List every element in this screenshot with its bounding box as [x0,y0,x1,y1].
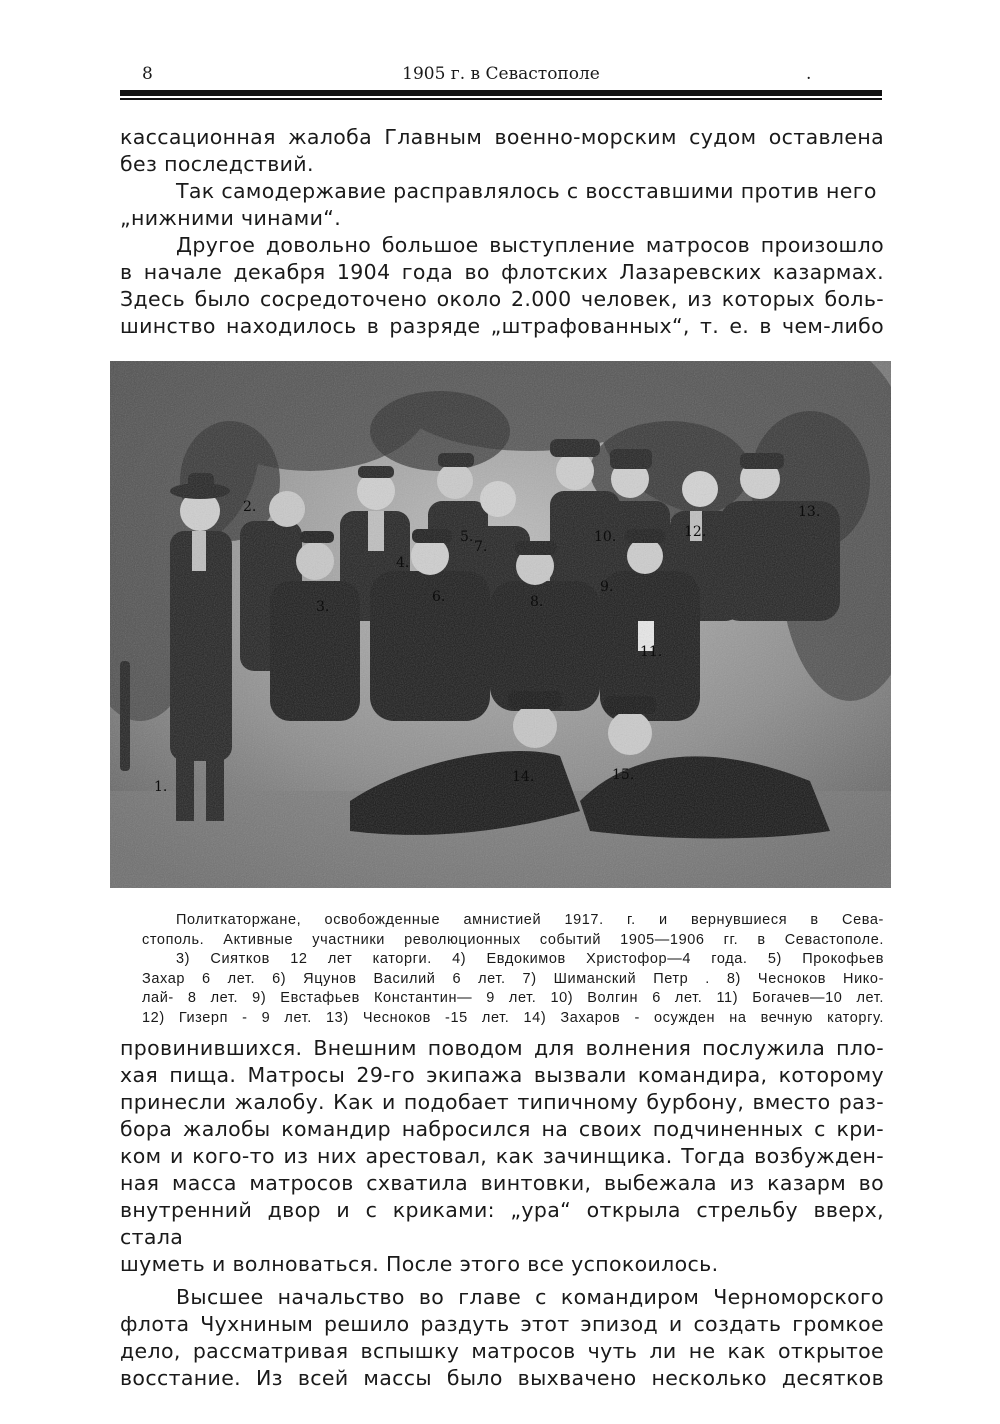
page-number: 8 [142,64,153,84]
photo-number: 13. [798,504,821,520]
photo-number: 5. [460,529,474,545]
text-line: шинство находилось в разряде „штрафованных“, т. е. в чем-либо [120,314,884,338]
text-line: кассационная жалоба Главным военно-морским судом оставлена [120,125,884,149]
photo-number: 15. [612,767,635,783]
text-line: бора жалобы командир набросился на своих подчиненных с кри- [120,1117,884,1141]
photo-number: 4. [396,555,410,571]
caption-line: стополь. Активные участники революционных событий 1905—1906 гг. в Севастополе. [142,931,884,948]
running-header [120,60,882,88]
text-line: Здесь было сосредоточено около 2.000 человек, из которых боль- [120,287,884,311]
caption-line: Политкаторжане, освобожденные амнистией 1917. г. и вернувшиеся в Сева- [176,912,884,928]
photo-number: 12. [684,524,707,540]
photo-number: 9. [600,579,614,595]
text-line: Высшее начальство во главе с командиром Черноморского [176,1285,884,1309]
photo-number: 11. [640,644,663,660]
photo-number: 2. [243,499,257,515]
caption-line: 3) Сиятков 12 лет каторги. 4) Евдокимов Христофор—4 года. 5) Прокофьев [176,951,884,967]
header-mark: . [806,64,812,84]
header-rule [120,90,882,96]
photo-image [110,361,891,888]
text-line: Другое довольно большое выступление матросов произошло [176,233,884,257]
running-title: 1905 г. в Севастополе [402,64,600,84]
photo-caption [142,911,884,1028]
text-line: „нижними чинами“. [120,206,342,230]
text-line: без последствий. [120,152,314,176]
body-text-bottom [120,1035,884,1392]
photo-number: 1. [154,779,168,795]
text-line: шуметь и волноваться. После этого все успокоилось. [120,1252,719,1276]
photo-number: 3. [316,599,330,615]
photo-number: 14. [512,769,535,785]
text-line: ком и кого-то из них арестовал, как зачинщика. Тогда возбужден- [120,1144,884,1168]
text-line: в начале декабря 1904 года во флотских Лазаревских казармах. [120,260,884,284]
text-line: ная масса матросов схватила винтовки, выбежала из казарм во [120,1171,884,1195]
text-line: провинившихся. Внешним поводом для волнения послужила пло- [120,1036,884,1060]
photo-number: 10. [594,529,617,545]
text-line: дело, рассматривая вспышку матросов чуть ли не как открытое [120,1339,884,1363]
photo-number: 6. [432,589,446,605]
photo-number: 7. [474,539,488,555]
caption-line: Захар 6 лет. 6) Яцунов Василий 6 лет. 7) Шиманский Петр . 8) Чесноков Нико- [142,970,884,987]
text-line: внутренний двор и с криками: „ура“ открыла стрельбу вверх, стала [120,1198,884,1249]
text-line: флота Чухниным решило раздуть этот эпизод и создать громкое [120,1312,884,1336]
body-text-top [120,124,884,340]
caption-line: лай- 8 лет. 9) Евстафьев Константин— 9 лет. 10) Волгин 6 лет. 11) Богачев—10 лет. [142,990,884,1006]
text-line: принесли жалобу. Как и подобает типичному бурбону, вместо раз- [120,1090,884,1114]
text-line: восстание. Из всей массы было выхвачено несколько десятков [120,1366,884,1390]
text-line: хая пища. Матросы 29-го экипажа вызвали командира, которому [120,1063,884,1087]
header-rule-thin [120,98,882,100]
caption-line: 12) Гизерп - 9 лет. 13) Чесноков -15 лет. 14) Захаров - осужден на вечную каторгу. [142,1009,884,1026]
text-line: Так самодержавие расправлялось с восставшими против него [176,179,877,203]
photo-number: 8. [530,594,544,610]
group-photograph [110,361,891,888]
